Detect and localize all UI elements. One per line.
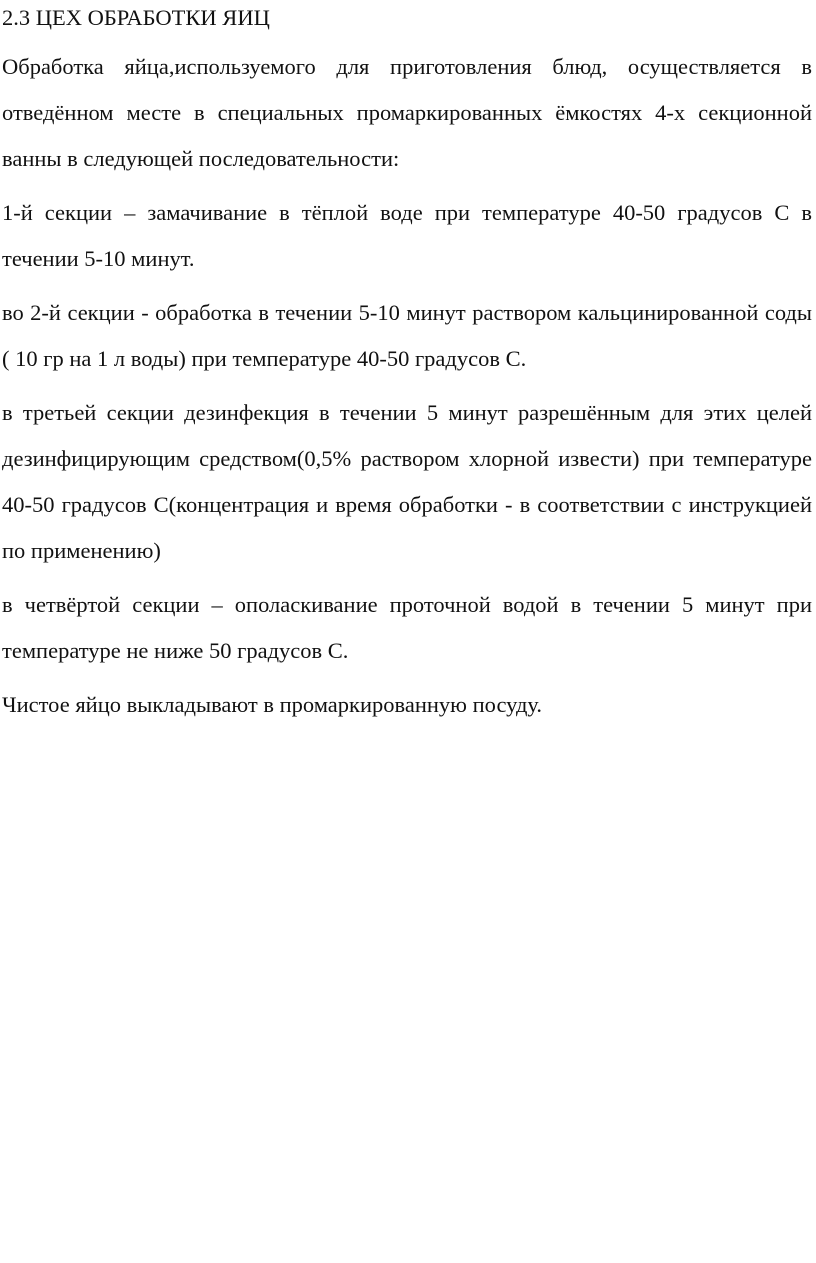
closing-paragraph: Чистое яйцо выкладывают в промаркированную посуду. <box>2 692 543 717</box>
section-4-paragraph: в четвёртой секции – ополаскивание проточной водой в течении 5 минут при температуре не ниже 50 градусов С. <box>2 592 812 663</box>
section-1-paragraph: 1-й секции – замачивание в тёплой воде при температуре 40-50 градусов С в течении 5-10 минут. <box>2 200 812 271</box>
section-heading: 2.3 ЦЕХ ОБРАБОТКИ ЯИЦ <box>2 5 270 30</box>
intro-paragraph: Обработка яйца,используемого для приготовления блюд, осуществляется в отведённом месте в специальных промаркированных ёмкостях 4-х секционной ванны в следующей последовательности: <box>2 54 812 171</box>
section-2-paragraph: во 2-й секции - обработка в течении 5-10 минут раствором кальцинированной соды ( 10 гр на 1 л воды) при температуре 40-50 градусов С. <box>2 300 812 371</box>
section-3-paragraph: в третьей секции дезинфекция в течении 5 минут разрешённым для этих целей дезинфицирующим средством(0,5% раствором хлорной извести) при температуре 40-50 градусов С(концентрация и время обработки - в соответствии с инструкцией по применению) <box>2 400 812 563</box>
